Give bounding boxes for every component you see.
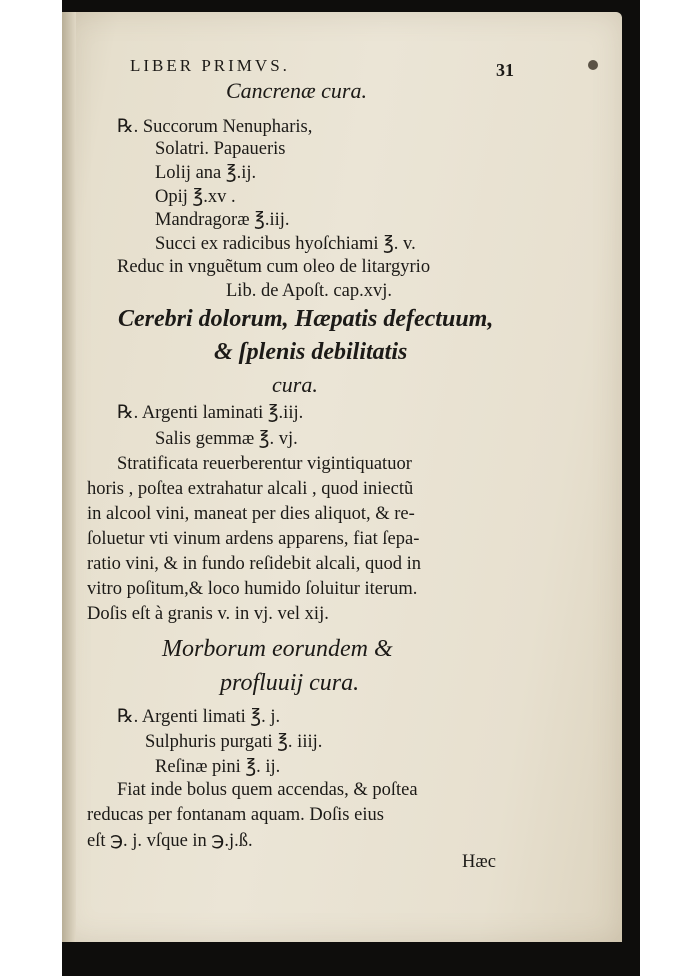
text-line: Stratificata reuerberentur vigintiquatuor bbox=[117, 454, 412, 474]
text-line: vitro poſitum,& loco humido ſoluitur iterum. bbox=[87, 579, 418, 599]
text-line: Reduc in vnguẽtum cum oleo de litargyrio bbox=[117, 257, 431, 277]
text-line: Lib. de Apoſt. cap.xvj. bbox=[226, 281, 392, 301]
text-line: Succi ex radicibus hyoſchiami ℥. v. bbox=[155, 234, 416, 254]
text-line: ℞. Argenti laminati ℥.iij. bbox=[117, 403, 304, 423]
text-line: reducas per fontanam aquam. Doſis eius bbox=[87, 805, 384, 825]
text-line: ℞. Argenti limati ℥. j. bbox=[117, 707, 281, 727]
text-line: ſoluetur vti vinum ardens apparens, fiat ſepa- bbox=[87, 529, 420, 549]
catchword: Hæc bbox=[462, 852, 496, 872]
text-line: Lolij ana ℥.ij. bbox=[155, 163, 257, 183]
text-line: eſt ℈. j. vſque in ℈.j.ß. bbox=[87, 831, 253, 851]
section2-title-line: Cerebri dolorum, Hæpatis defectuum, bbox=[118, 306, 494, 332]
text-line: Sulphuris purgati ℥. iiij. bbox=[145, 732, 323, 752]
text-line: Opij ℥.xv . bbox=[155, 187, 236, 207]
text-line: in alcool vini, maneat per dies aliquot, & re- bbox=[87, 504, 415, 524]
section3-title-line: profluuij cura. bbox=[220, 670, 360, 696]
text-line: Salis gemmæ ℥. vj. bbox=[155, 429, 298, 449]
text-line: horis , poſtea extrahatur alcali , quod iniectũ bbox=[87, 479, 414, 499]
section2-title-line: & ſplenis debilitatis bbox=[214, 339, 408, 365]
text-line: Fiat inde bolus quem accendas, & poſtea bbox=[117, 780, 418, 800]
page-gutter bbox=[62, 12, 76, 942]
book-page bbox=[62, 12, 622, 942]
text-line: Doſis eſt à granis v. in vj. vel xij. bbox=[87, 604, 329, 624]
text-line: ℞. Succorum Nenupharis, bbox=[117, 117, 313, 137]
ink-spot bbox=[588, 60, 598, 70]
section3-title-line: Morborum eorundem & bbox=[162, 636, 393, 662]
section1-title: Cancrenæ cura. bbox=[226, 78, 367, 103]
text-line: Solatri. Papaueris bbox=[155, 139, 286, 159]
text-line: Reſinæ pini ℥. ij. bbox=[155, 757, 281, 777]
running-head: LIBER PRIMVS. bbox=[130, 56, 290, 75]
text-line: ratio vini, & in fundo reſidebit alcali, quod in bbox=[87, 554, 421, 574]
scan-bottom-edge bbox=[62, 942, 640, 976]
section2-title-line: cura. bbox=[272, 372, 318, 397]
text-line: Mandragoræ ℥.iij. bbox=[155, 210, 290, 230]
page-number: 31 bbox=[496, 60, 514, 80]
